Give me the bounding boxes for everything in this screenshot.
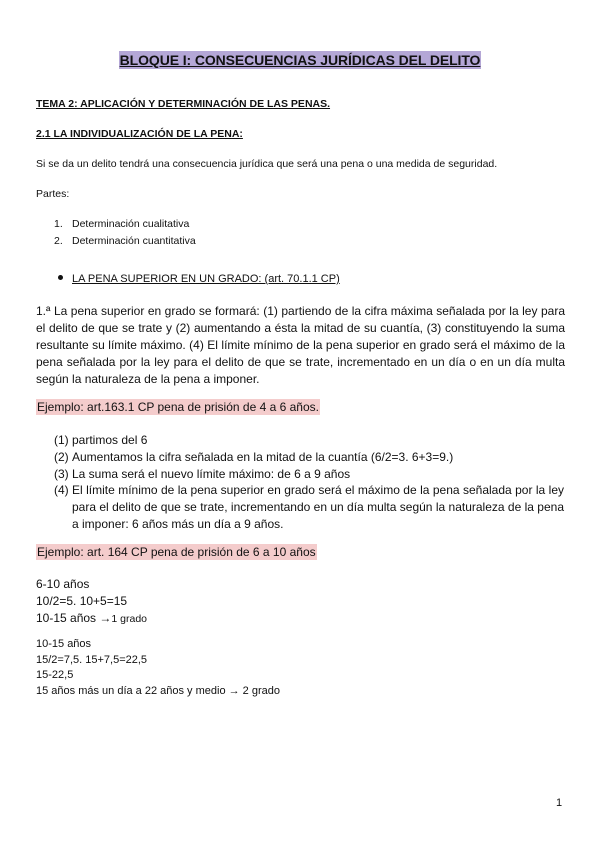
calc-grade: 1 grado [111,613,148,625]
calc-line: 15-22,5 [36,669,74,681]
example-2-highlight: Ejemplo: art. 164 CP pena de prisión de 6 a 10 años [37,545,316,559]
list-item [54,216,196,233]
calc-line: 15/2=7,5. 15+7,5=22,5 [36,653,148,666]
calc-range: 10-15 años [36,611,97,625]
partes-list [54,216,196,250]
calc-line: 10/2=5. 10+5=15 [36,594,128,608]
calculation-block-1 [36,576,147,628]
step-number: (3) [54,466,69,481]
page-number: 1 [556,797,563,809]
calculation-block-2 [36,637,280,699]
arrow-icon: → [99,611,112,625]
list-number: 1. [54,218,63,230]
calc-line [36,610,147,628]
page-title-text: BLOQUE I: CONSECUENCIAS JURÍDICAS DEL DELITO [119,52,481,68]
list-text: Determinación cuantitativa [72,235,196,247]
calc-line: 6-10 años [36,577,90,591]
list-item [54,233,196,250]
step-number: (4) [54,483,69,498]
list-item [54,482,564,532]
partes-label: Partes: [36,188,70,200]
bullet-item [58,273,340,285]
step-number: (2) [54,449,69,464]
step-text: partimos del 6 [72,433,148,447]
calc-line: 10-15 años [36,638,92,650]
step-text: El límite mínimo de la pena superior en grado será el máximo de la pena señalada por la ley para el delito de que se trate, incrementando en un día multa según la naturaleza de la pena a imponer: 6 años más un día a 9 años. [72,483,564,531]
bullet-dot-icon [58,275,63,280]
step-number: (1) [54,433,69,447]
bullet-text: LA PENA SUPERIOR EN UN GRADO: (art. 70.1.1 CP) [72,273,340,285]
step-text: La suma será el nuevo límite máximo: de 6 a 9 años [72,466,351,481]
tema-heading: TEMA 2: APLICACIÓN Y DETERMINACIÓN DE LAS PENAS. [36,98,331,110]
body-paragraph: 1.ª La pena superior en grado se formará: (1) partiendo de la cifra máxima señalada por la ley para el delito de que se trate y (2) aumentando a ésta la mitad de su cuantía, (3) constituyendo la suma resultante su límite máximo. (4) El límite mínimo de la pena superior en grado será el máximo de la pena señalada por la ley para el delito de que se trate, incrementado en un día o en un día multa según la naturaleza de la pena a imponer. [36,304,565,386]
list-item [54,449,564,466]
intro-text: Si se da un delito tendrá una consecuencia jurídica que será una pena o una medida de seguridad. [36,158,498,170]
list-item [54,466,564,483]
page-title [0,52,600,70]
example-1-highlight: Ejemplo: art.163.1 CP pena de prisión de 4 a 6 años. [37,400,319,414]
list-text: Determinación cualitativa [72,218,190,230]
list-item [54,432,564,449]
calc-line: 15 años más un día a 22 años y medio → 2 grado [36,684,280,697]
section-heading: 2.1 LA INDIVIDUALIZACIÓN DE LA PENA: [36,128,243,140]
steps-list [54,432,564,533]
step-text: Aumentamos la cifra señalada en la mitad de la cuantía (6/2=3. 6+3=9.) [72,449,454,464]
list-number: 2. [54,235,63,247]
